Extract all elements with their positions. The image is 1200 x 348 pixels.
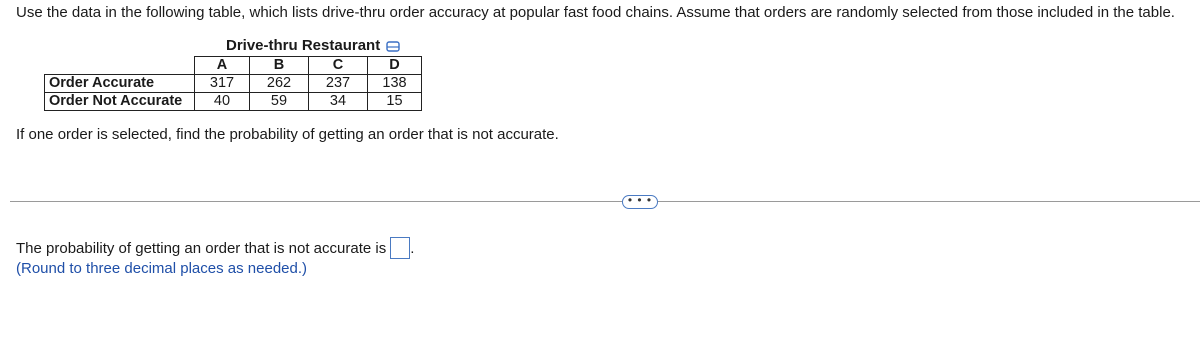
answer-suffix: .: [410, 239, 415, 257]
answer-input[interactable]: [390, 237, 410, 259]
answer-prefix: The probability of getting an order that is not accurate is: [16, 239, 387, 257]
rounding-note: (Round to three decimal places as needed.): [16, 260, 308, 277]
table-cell: 138: [368, 75, 422, 93]
column-header-d: D: [368, 57, 422, 75]
problem-intro: Use the data in the following table, which lists drive-thru order accuracy at popular fast food chains. Assume that orders are randomly selected from those included in the table.: [16, 4, 1175, 21]
row-label-not-accurate: Order Not Accurate: [45, 93, 195, 111]
table-cell: 34: [309, 93, 368, 111]
table-title: [226, 37, 400, 54]
data-table: [44, 56, 422, 111]
table-row: [45, 93, 422, 111]
table-cell: 317: [195, 75, 250, 93]
column-header-c: C: [309, 57, 368, 75]
table-title-text: Drive-thru Restaurant: [226, 37, 381, 54]
answer-line: [16, 237, 414, 259]
table-cell: 237: [309, 75, 368, 93]
table-cell: 15: [368, 93, 422, 111]
table-header-row: [45, 57, 422, 75]
more-options-button[interactable]: • • •: [622, 195, 658, 209]
section-divider: [10, 201, 1200, 202]
table-cell: 59: [250, 93, 309, 111]
header-blank-cell: [45, 57, 195, 75]
copy-icon[interactable]: [386, 40, 400, 52]
row-label-accurate: Order Accurate: [45, 75, 195, 93]
question-text: If one order is selected, find the probability of getting an order that is not accurate.: [16, 126, 559, 143]
table-cell: 40: [195, 93, 250, 111]
column-header-b: B: [250, 57, 309, 75]
column-header-a: A: [195, 57, 250, 75]
table-row: [45, 75, 422, 93]
table-cell: 262: [250, 75, 309, 93]
